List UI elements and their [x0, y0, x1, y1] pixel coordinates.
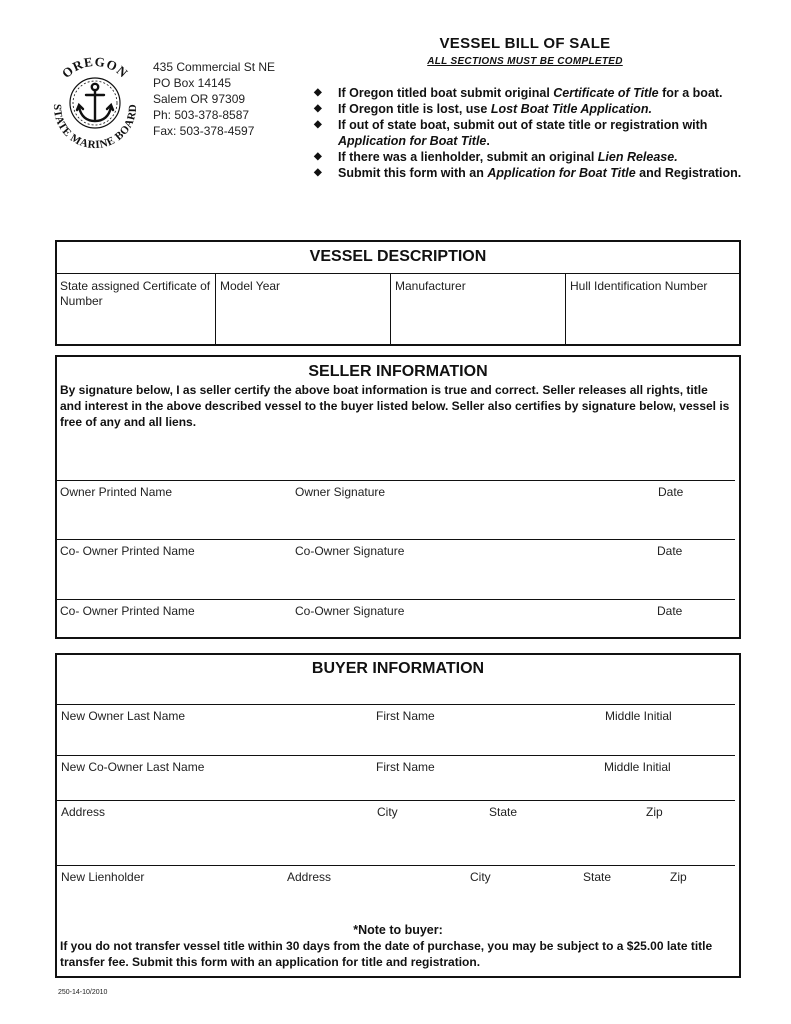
- buyer-information-title: BUYER INFORMATION: [311, 660, 485, 677]
- divider: [55, 273, 741, 274]
- certificate-of-number-field[interactable]: State assigned Certificate of Number: [60, 279, 211, 308]
- divider: [55, 599, 735, 600]
- agency-address: [153, 59, 275, 139]
- second-co-owner-signature-field[interactable]: Co-Owner Signature: [295, 604, 405, 618]
- new-co-owner-first-name-field[interactable]: First Name: [376, 760, 435, 774]
- buyer-state-field[interactable]: State: [489, 805, 518, 819]
- instruction-text: If there was a lienholder, submit an original: [338, 150, 598, 164]
- new-co-owner-last-name-field[interactable]: New Co-Owner Last Name: [61, 760, 205, 774]
- instruction-text: Lien Release.: [597, 150, 678, 164]
- logo-top-text: OREGON: [58, 53, 132, 81]
- divider: [390, 273, 391, 345]
- fax-line: Fax: 503-378-4597: [153, 124, 255, 138]
- instruction-text: .: [486, 134, 490, 148]
- document-title: VESSEL BILL OF SALE: [439, 35, 611, 52]
- divider: [55, 755, 735, 756]
- lienholder-address-field[interactable]: Address: [287, 870, 332, 884]
- seller-information-title: SELLER INFORMATION: [308, 363, 488, 380]
- instruction-text: If out of state boat, submit out of state title or registration with: [338, 118, 708, 132]
- oregon-marine-board-logo: [44, 52, 146, 154]
- divider: [55, 800, 735, 801]
- vessel-description-title: VESSEL DESCRIPTION: [309, 248, 487, 265]
- instruction-item: [314, 165, 744, 181]
- logo-bottom-text: STATE MARINE BOARD: [50, 103, 140, 152]
- hull-identification-number-field[interactable]: Hull Identification Number: [570, 279, 708, 293]
- second-co-owner-printed-name-field[interactable]: Co- Owner Printed Name: [60, 604, 195, 618]
- lienholder-zip-field[interactable]: Zip: [670, 870, 687, 884]
- manufacturer-field[interactable]: Manufacturer: [395, 279, 466, 293]
- owner-date-field[interactable]: Date: [658, 485, 684, 499]
- new-co-owner-middle-initial-field[interactable]: Middle Initial: [604, 760, 671, 774]
- instruction-item: [314, 149, 744, 165]
- new-owner-middle-initial-field[interactable]: Middle Initial: [605, 709, 672, 723]
- divider: [55, 480, 735, 481]
- note-to-buyer-text: If you do not transfer vessel title within 30 days from the date of purchase, you may be subject to a $25.00 late title transfer fee. Submit this form with an application for title and registration.: [60, 939, 713, 969]
- diamond-bullet-icon: ◆: [314, 103, 322, 114]
- new-lienholder-field[interactable]: New Lienholder: [61, 870, 145, 884]
- co-owner-signature-field[interactable]: Co-Owner Signature: [295, 544, 405, 558]
- divider: [215, 273, 216, 345]
- instruction-text: Certificate of Title: [553, 86, 659, 100]
- co-owner-printed-name-field[interactable]: Co- Owner Printed Name: [60, 544, 195, 558]
- diamond-bullet-icon: ◆: [314, 151, 322, 162]
- anchor-icon: [77, 84, 113, 121]
- instruction-item: [314, 101, 744, 117]
- address-line: PO Box 14145: [153, 76, 232, 90]
- instruction-list: [314, 85, 744, 181]
- svg-text:OREGON: [59, 54, 132, 81]
- instruction-text: Submit this form with an: [338, 166, 488, 180]
- owner-printed-name-field[interactable]: Owner Printed Name: [60, 485, 173, 499]
- co-owner-date-field[interactable]: Date: [657, 544, 683, 558]
- model-year-field[interactable]: Model Year: [220, 279, 281, 293]
- diamond-bullet-icon: ◆: [314, 167, 322, 178]
- instruction-text: Lost Boat Title Application.: [490, 102, 652, 116]
- seller-certification-statement: By signature below, I as seller certify the above boat information is true and correct. Seller releases all rights, title and interest in the above described vessel to the buyer listed below. Seller also certifies by signature below, vessel is free of any and all liens.: [60, 383, 730, 429]
- new-owner-last-name-field[interactable]: New Owner Last Name: [61, 709, 186, 723]
- buyer-address-field[interactable]: Address: [61, 805, 106, 819]
- divider: [55, 704, 735, 705]
- address-line: Salem OR 97309: [153, 92, 246, 106]
- document-subtitle: ALL SECTIONS MUST BE COMPLETED: [427, 56, 623, 67]
- new-owner-first-name-field[interactable]: First Name: [376, 709, 435, 723]
- divider: [55, 865, 735, 866]
- buyer-city-field[interactable]: City: [377, 805, 398, 819]
- instruction-text: If Oregon titled boat submit original: [338, 86, 554, 100]
- lienholder-city-field[interactable]: City: [470, 870, 491, 884]
- instruction-text: Application for Boat Title: [487, 166, 636, 180]
- instruction-text: for a boat.: [658, 86, 723, 100]
- instruction-text: and Registration.: [635, 166, 742, 180]
- owner-signature-field[interactable]: Owner Signature: [295, 485, 386, 499]
- divider: [565, 273, 566, 345]
- instruction-item: [314, 85, 744, 101]
- second-co-owner-date-field[interactable]: Date: [657, 604, 683, 618]
- note-to-buyer-title: *Note to buyer:: [353, 923, 443, 937]
- diamond-bullet-icon: ◆: [314, 87, 322, 98]
- instruction-text: If Oregon title is lost, use: [338, 102, 491, 116]
- address-line: 435 Commercial St NE: [153, 60, 276, 74]
- phone-line: Ph: 503-378-8587: [153, 108, 250, 122]
- buyer-zip-field[interactable]: Zip: [646, 805, 663, 819]
- lienholder-state-field[interactable]: State: [583, 870, 612, 884]
- diamond-bullet-icon: ◆: [314, 119, 322, 130]
- instruction-item: [314, 117, 744, 149]
- instruction-text: Application for Boat Title: [338, 134, 487, 148]
- form-number: 250-14-10/2010: [58, 989, 108, 996]
- divider: [55, 539, 735, 540]
